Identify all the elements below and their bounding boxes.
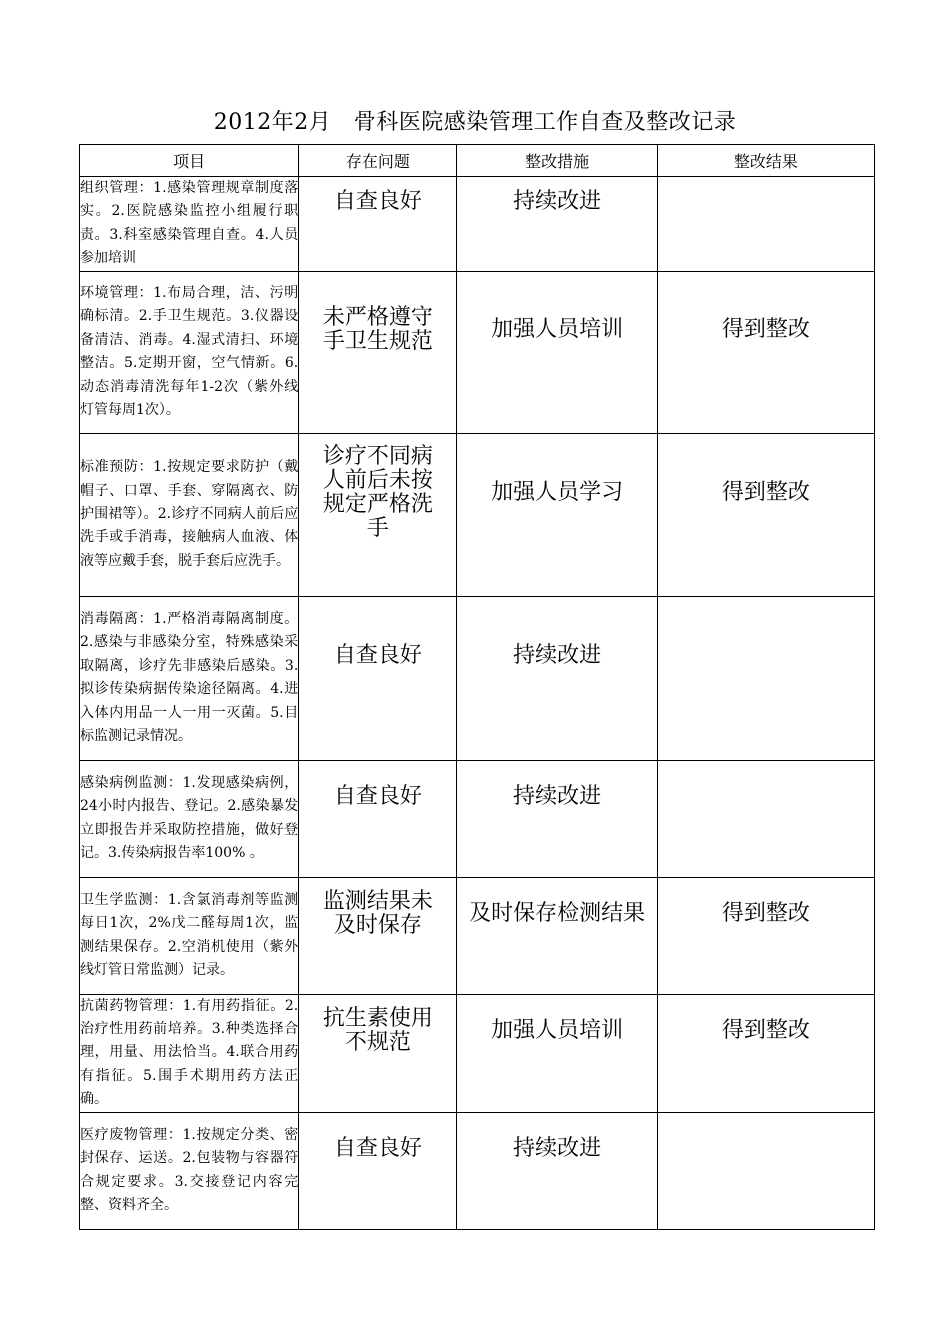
result-text: 得到整改 — [721, 900, 810, 926]
item-cell: 消毒隔离：1.严格消毒隔离制度。2.感染与非感染分室，特殊感染采取隔离，诊疗先非感染后感染。3.拟诊传染病据传染途径隔离。4.进入体内用品一人一用一灭菌。5.目标监测记录情况。 — [80, 596, 299, 760]
measure-text: 持续改进 — [513, 783, 602, 809]
problem-cell — [299, 596, 457, 760]
result-text: 得到整改 — [721, 1018, 810, 1044]
result-cell — [657, 177, 874, 272]
item-cell: 标准预防：1.按规定要求防护（戴帽子、口罩、手套、穿隔离衣、防护围裙等）。2.诊疗不同病人前后应洗手或手消毒，接触病人血液、体液等应戴手套，脱手套后应洗手。 — [80, 433, 299, 596]
table-row — [80, 760, 875, 877]
problem-text: 诊疗不同病人前后未按规定严格洗手 — [322, 443, 433, 541]
table-row — [80, 596, 875, 760]
item-cell: 卫生学监测：1.含氯消毒剂等监测每日1次，2%戊二醛每周1次，监测结果保存。2.空消机使用（紫外线灯管日常监测）记录。 — [80, 877, 299, 994]
problem-text: 监测结果未及时保存 — [322, 888, 433, 938]
table-header-row — [80, 145, 875, 177]
table-row — [80, 433, 875, 596]
measure-text: 加强人员培训 — [491, 317, 624, 343]
item-cell: 组织管理：1.感染管理规章制度落实。2.医院感染监控小组履行职责。3.科室感染管理自查。4.人员参加培训 — [80, 177, 299, 272]
item-cell: 医疗废物管理：1.按规定分类、密封保存、运送。2.包装物与容器符合规定要求。3.交接登记内容完整、资料齐全。 — [80, 1112, 299, 1229]
problem-cell — [299, 271, 457, 433]
problem-text: 自查良好 — [333, 643, 422, 669]
result-cell — [657, 760, 874, 877]
result-cell — [657, 994, 874, 1112]
measure-cell — [457, 271, 657, 433]
problem-text: 抗生素使用不规范 — [322, 1006, 433, 1056]
measure-text: 持续改进 — [513, 1135, 602, 1161]
measure-cell — [457, 994, 657, 1112]
measure-cell — [457, 1112, 657, 1229]
measure-cell — [457, 433, 657, 596]
measure-cell — [457, 177, 657, 272]
inspection-record-table — [79, 144, 875, 1230]
result-cell — [657, 271, 874, 433]
result-cell — [657, 596, 874, 760]
result-cell — [657, 877, 874, 994]
problem-cell — [299, 877, 457, 994]
header-item: 项目 — [80, 145, 299, 177]
measure-text: 持续改进 — [513, 188, 602, 214]
result-text: 得到整改 — [721, 317, 810, 343]
problem-text: 自查良好 — [333, 188, 422, 214]
document-title: 2012年2月 骨科医院感染管理工作自查及整改记录 — [213, 110, 737, 135]
result-text: 得到整改 — [721, 479, 810, 505]
measure-text: 持续改进 — [513, 643, 602, 669]
problem-text: 自查良好 — [333, 1135, 422, 1161]
table-row — [80, 994, 875, 1112]
measure-cell — [457, 596, 657, 760]
problem-cell — [299, 1112, 457, 1229]
table-row — [80, 877, 875, 994]
result-cell — [657, 433, 874, 596]
result-cell — [657, 1112, 874, 1229]
problem-text: 未严格遵守手卫生规范 — [322, 305, 433, 355]
measure-text: 加强人员学习 — [491, 479, 624, 505]
table-row — [80, 1112, 875, 1229]
measure-cell — [457, 760, 657, 877]
measure-cell — [457, 877, 657, 994]
measure-text: 及时保存检测结果 — [469, 900, 646, 926]
header-problem: 存在问题 — [299, 145, 457, 177]
problem-cell — [299, 994, 457, 1112]
item-cell: 感染病例监测：1.发现感染病例，24小时内报告、登记。2.感染暴发立即报告并采取防控措施，做好登记。3.传染病报告率100% 。 — [80, 760, 299, 877]
problem-cell — [299, 433, 457, 596]
problem-cell — [299, 177, 457, 272]
problem-text: 自查良好 — [333, 783, 422, 809]
table-row — [80, 271, 875, 433]
header-result: 整改结果 — [657, 145, 874, 177]
table-row — [80, 177, 875, 272]
problem-cell — [299, 760, 457, 877]
item-cell: 抗菌药物管理：1.有用药指征。2.治疗性用药前培养。3.种类选择合理，用量、用法恰当。4.联合用药有指征。5.围手术期用药方法正确。 — [80, 994, 299, 1112]
header-measure: 整改措施 — [457, 145, 657, 177]
item-cell: 环境管理：1.布局合理，洁、污明确标清。2.手卫生规范。3.仪器设备清洁、消毒。4.湿式清扫、环境整洁。5.定期开窗，空气情新。6.动态消毒清洗每年1-2次（紫外线灯管每周1次）。 — [80, 271, 299, 433]
measure-text: 加强人员培训 — [491, 1018, 624, 1044]
